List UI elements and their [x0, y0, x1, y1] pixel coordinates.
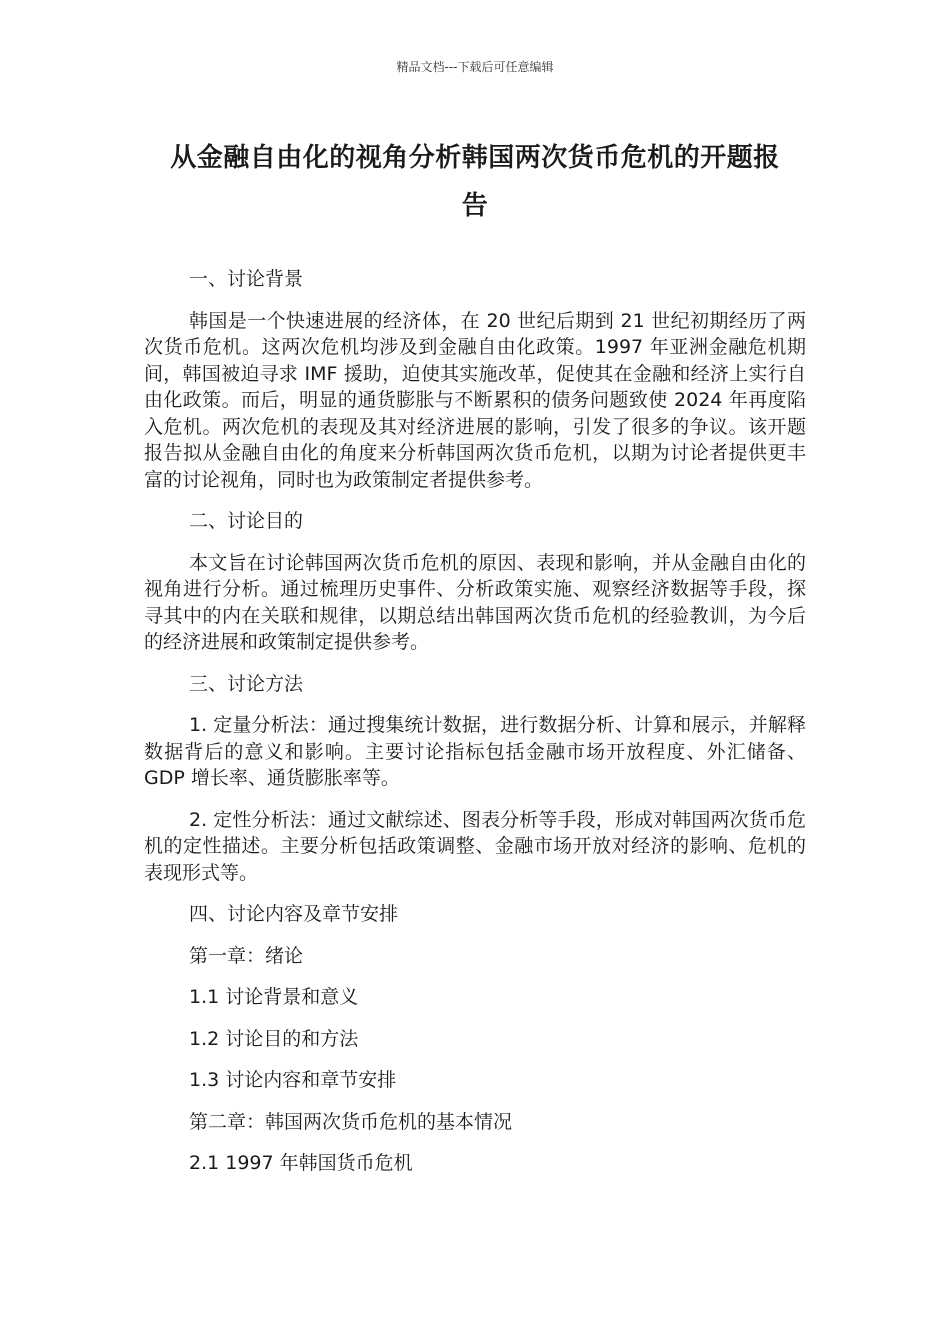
- document-body: [144, 266, 806, 1192]
- header-note: 精品文档---下载后可任意编辑: [396, 60, 554, 74]
- paragraph-method-quantitative: 1. 定量分析法：通过搜集统计数据，进行数据分析、计算和展示，并解释数据背后的意义和影响。主要讨论指标包括金融市场开放程度、外汇储备、GDP 增长率、通货膨胀率等。: [144, 714, 806, 789]
- title-line-2: 告: [461, 191, 489, 221]
- section-heading-content: 四、讨论内容及章节安排: [189, 903, 399, 925]
- section-heading-background: 一、讨论背景: [189, 268, 304, 290]
- paragraph-purpose: 本文旨在讨论韩国两次货币危机的原因、表现和影响，并从金融自由化的视角进行分析。通过梳理历史事件、分析政策实施、观察经济数据等手段，探寻其中的内在关联和规律，以期总结出韩国两次货币危机的经验教训，为今后的经济进展和政策制定提供参考。: [144, 551, 806, 653]
- title-line-1: 从金融自由化的视角分析韩国两次货币危机的开题报: [170, 143, 780, 173]
- outline-item: 1.3 讨论内容和章节安排: [189, 1069, 397, 1091]
- section-heading-purpose: 二、讨论目的: [189, 510, 304, 532]
- document-title: [140, 134, 810, 230]
- outline-item: 2.1 1997 年韩国货币危机: [189, 1152, 413, 1174]
- paragraph-background: 韩国是一个快速进展的经济体，在 20 世纪后期到 21 世纪初期经历了两次货币危机。这两次危机均涉及到金融自由化政策。1997 年亚洲金融危机期间，韩国被迫寻求 IMF 援助，迫使其实施改革，促使其在金融和经济上实行自由化政策。而后，明显的通货膨胀与不断累积的债务问题致使 2024 年再度陷入危机。两次危机的表现及其对经济进展的影响，引发了很多的争议。该开题报告拟从金融自由化的角度来分析韩国两次货币危机，以期为讨论者提供更丰富的讨论视角，同时也为政策制定者提供参考。: [144, 309, 806, 491]
- section-heading-method: 三、讨论方法: [189, 672, 304, 695]
- outline-item: 1.2 讨论目的和方法: [189, 1027, 359, 1050]
- outline-item: 1.1 讨论背景和意义: [189, 986, 359, 1008]
- paragraph-method-qualitative: 2. 定性分析法：通过文献综述、图表分析等手段，形成对韩国两次货币危机的定性描述。主要分析包括政策调整、金融市场开放对经济的影响、危机的表现形式等。: [144, 808, 806, 884]
- chapter-2-heading: 第二章：韩国两次货币危机的基本情况: [189, 1110, 513, 1133]
- chapter-1-heading: 第一章：绪论: [189, 944, 304, 967]
